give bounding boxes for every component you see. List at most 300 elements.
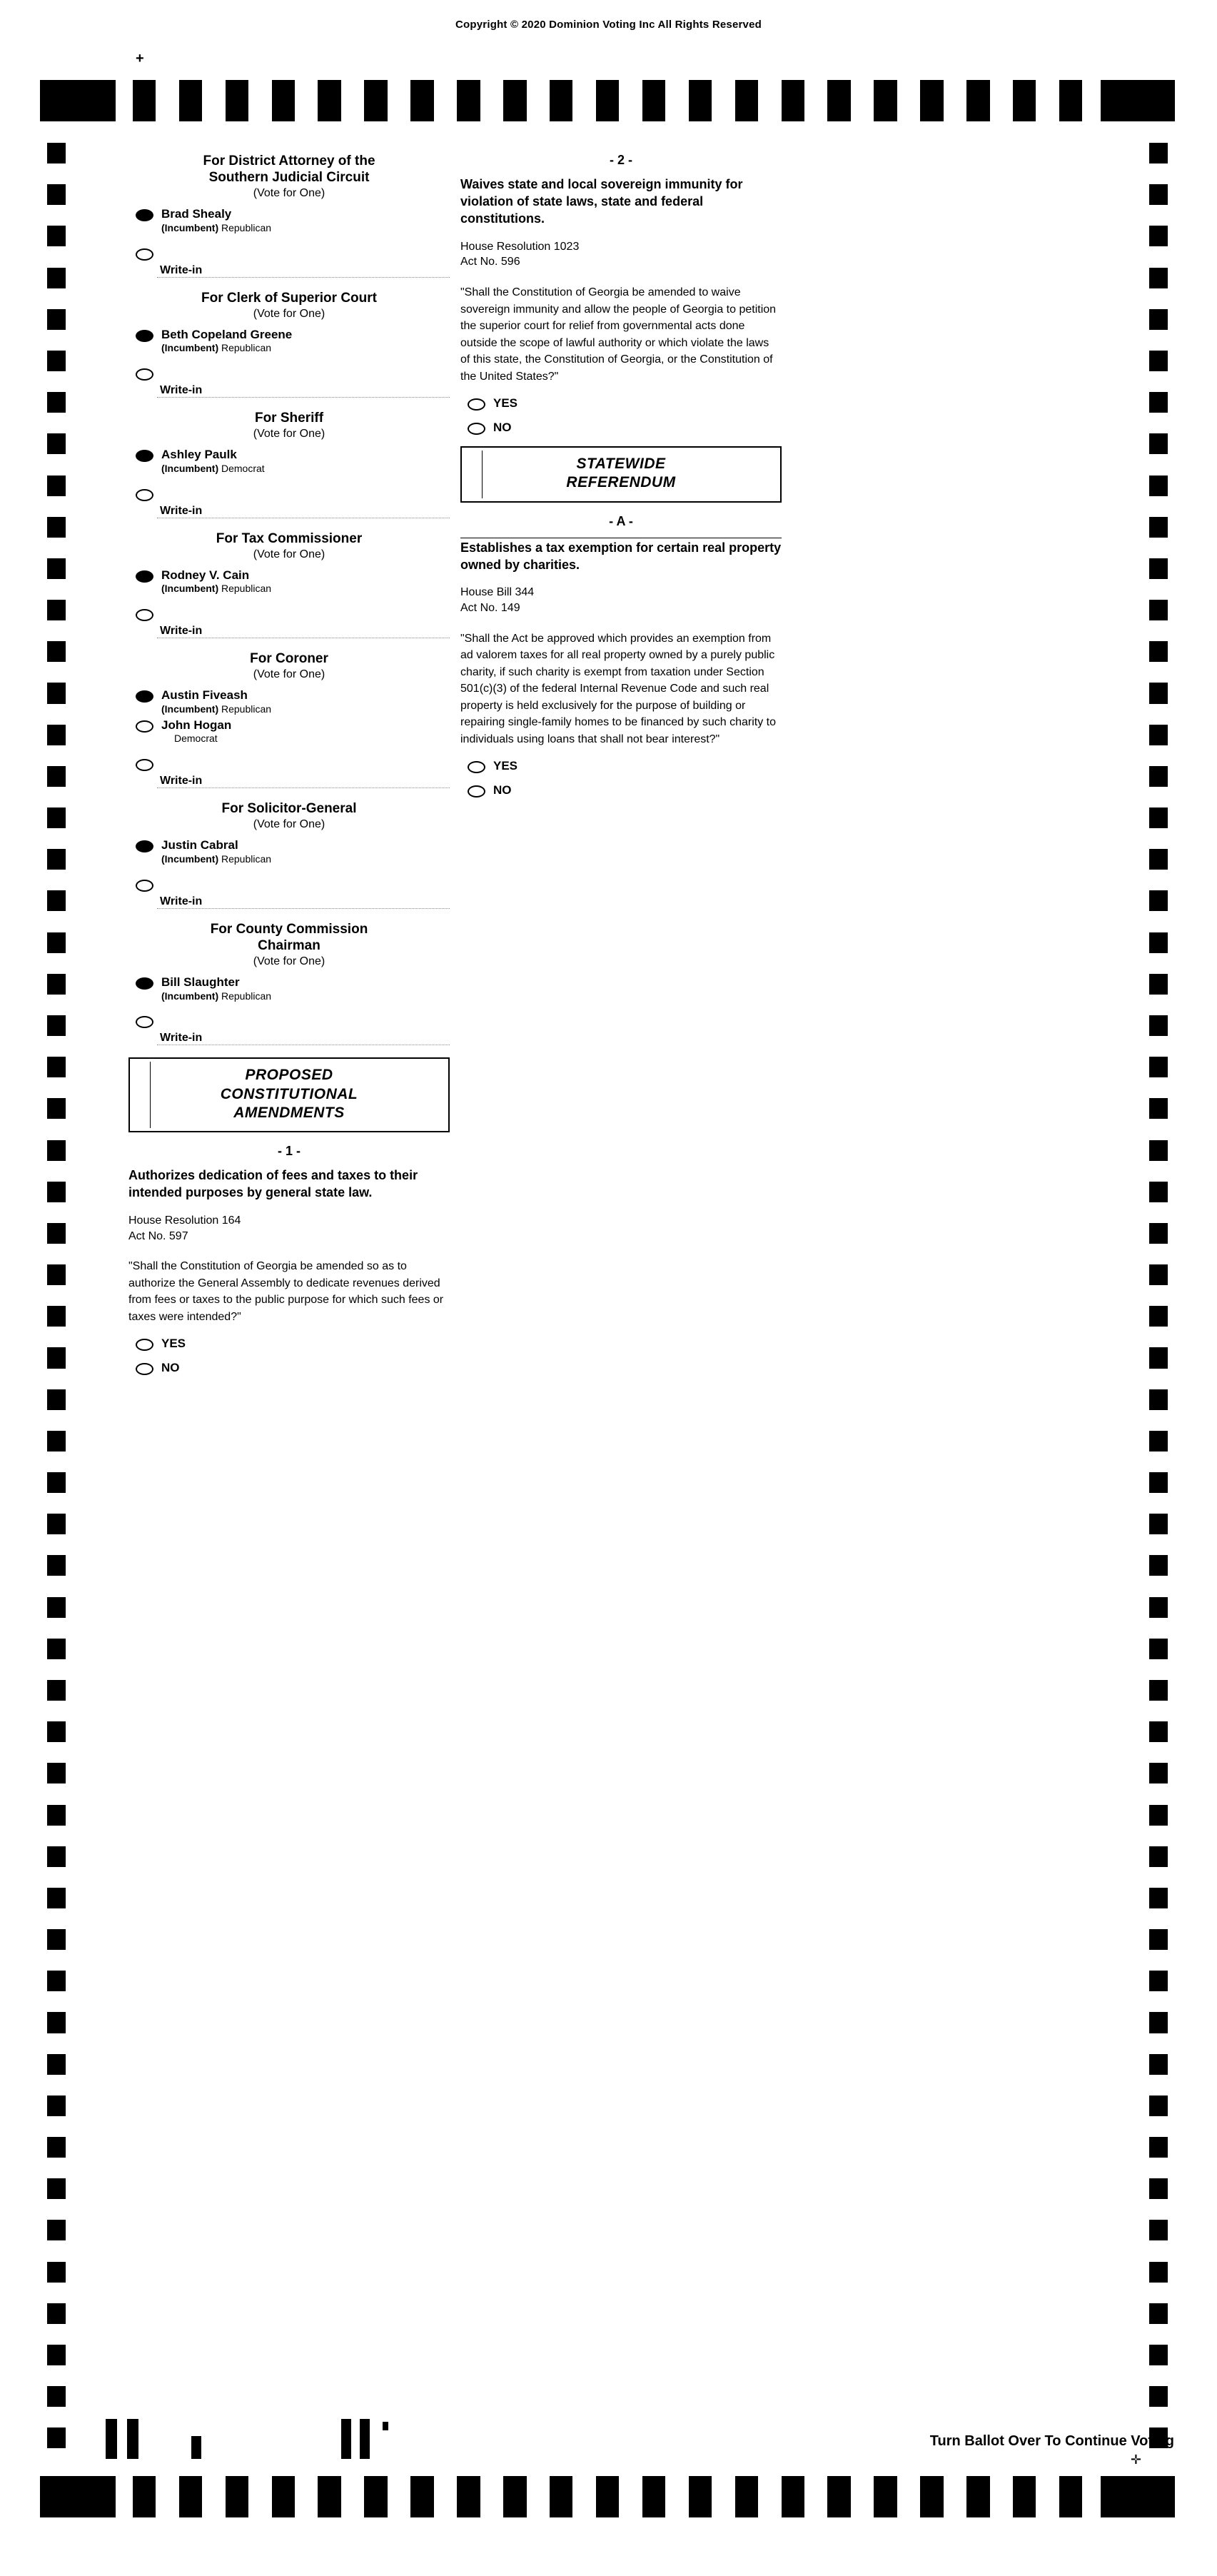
question-body: "Shall the Act be approved which provides an exemption from ad valorem taxes for all real property owned by a purely public charity, if such charity is exempt from taxation under Section 501(c)(3) of the federal Internal Revenue Code and such real property is held exclusively for the purpose of building or repairing single-family homes to be financed by such charity to individuals using loans that shall not bear interest?" (460, 632, 776, 745)
banner-line-3: AMENDMENTS (233, 1104, 345, 1121)
vote-oval[interactable] (136, 1363, 153, 1375)
proposed-constitutional-amendments-banner (128, 1057, 450, 1132)
timing-mark (47, 1223, 66, 1244)
timing-mark (47, 974, 66, 995)
timing-mark (1149, 1721, 1168, 1742)
candidate-option[interactable] (128, 975, 450, 1002)
timing-mark (47, 309, 66, 330)
timing-mark (665, 80, 688, 121)
timing-mark (1152, 80, 1175, 121)
timing-mark (133, 80, 156, 121)
timing-mark (434, 80, 457, 121)
incumbent-label: (Incumbent) (161, 462, 219, 474)
timing-mark (47, 1451, 66, 1472)
timing-mark (712, 2476, 734, 2517)
candidate-party (161, 990, 450, 1002)
timing-mark (1149, 1389, 1168, 1410)
timing-mark (1059, 80, 1082, 121)
timing-mark (689, 2476, 712, 2517)
write-in-option[interactable] (128, 368, 450, 397)
question-option-no[interactable] (128, 1361, 450, 1381)
timing-mark (966, 80, 989, 121)
timing-mark (47, 745, 66, 766)
vote-oval[interactable] (468, 398, 485, 411)
timing-mark (1082, 80, 1105, 121)
timing-mark (295, 80, 318, 121)
timing-mark (47, 849, 66, 870)
timing-mark (47, 683, 66, 703)
timing-mark (47, 1264, 66, 1285)
candidate-option[interactable] (128, 328, 450, 354)
timing-mark (1149, 1991, 1168, 2012)
timing-mark (1149, 2199, 1168, 2220)
timing-mark (272, 80, 295, 121)
timing-mark (1149, 2095, 1168, 2116)
timing-mark (47, 2075, 66, 2095)
timing-mark (1152, 2476, 1175, 2517)
turn-ballot-instruction: Turn Ballot Over To Continue Voting (929, 2433, 1174, 2449)
vote-oval[interactable] (136, 759, 153, 771)
timing-mark (1149, 1783, 1168, 1804)
timing-mark (1149, 1597, 1168, 1618)
timing-mark (47, 1867, 66, 1888)
timing-mark (47, 2386, 66, 2407)
timing-mark (1149, 1410, 1168, 1431)
timing-mark (1149, 558, 1168, 579)
candidate-option[interactable] (128, 718, 450, 745)
contest-title (128, 921, 450, 954)
timing-mark (1149, 2220, 1168, 2240)
timing-mark (1082, 2476, 1105, 2517)
question-reference-line1: House Resolution 1023 (460, 240, 580, 253)
timing-mark (874, 80, 897, 121)
contest-county-commission-chairman (128, 921, 450, 1045)
incumbent-label: (Incumbent) (161, 583, 219, 595)
timing-mark (1149, 2386, 1168, 2407)
contest-title: For Tax Commissioner (216, 530, 363, 546)
timing-mark (47, 1347, 66, 1368)
contest-title: For Clerk of Superior Court (201, 290, 377, 306)
vote-for-instruction: (Vote for One) (253, 955, 325, 967)
question-option-yes[interactable] (128, 1337, 450, 1357)
vote-for-instruction: (Vote for One) (253, 187, 325, 200)
timing-mark (1149, 1908, 1168, 1929)
timing-mark (1149, 1098, 1168, 1119)
timing-mark (665, 2476, 688, 2517)
timing-mark (47, 1618, 66, 1639)
timing-mark (341, 2476, 364, 2517)
timing-marks-top (40, 80, 1175, 121)
timing-mark (86, 80, 109, 121)
timing-mark (1149, 2075, 1168, 2095)
timing-mark (1149, 1971, 1168, 1991)
timing-mark (47, 2199, 66, 2220)
party-label: Republican (221, 852, 272, 865)
candidate-name: Beth Copeland Greene (161, 327, 293, 341)
timing-mark (1149, 600, 1168, 620)
timing-mark (47, 704, 66, 725)
timing-mark (1149, 1431, 1168, 1451)
question-body: "Shall the Constitution of Georgia be amended so as to authorize the General Assembly to dedicate revenues derived from fees or taxes to the public purpose for which such fees or taxes were intended?" (128, 1260, 444, 1323)
timing-mark (47, 870, 66, 890)
timing-mark (827, 80, 850, 121)
timing-mark (248, 80, 271, 121)
id-bar (360, 2419, 370, 2459)
timing-mark (827, 2476, 850, 2517)
timing-mark (1149, 641, 1168, 662)
timing-mark (1149, 620, 1168, 641)
vote-oval[interactable] (468, 423, 485, 435)
timing-mark (156, 80, 178, 121)
timing-mark (642, 2476, 665, 2517)
timing-mark (47, 1991, 66, 2012)
timing-mark (410, 2476, 433, 2517)
timing-mark (1149, 1618, 1168, 1639)
candidate-name: John Hogan (161, 718, 232, 732)
timing-mark (1149, 246, 1168, 267)
timing-mark (1149, 1534, 1168, 1555)
timing-mark (1149, 1929, 1168, 1950)
contest-coroner (128, 650, 450, 788)
question-number: - 1 - (277, 1144, 301, 1159)
timing-mark (550, 2476, 572, 2517)
timing-mark (47, 620, 66, 641)
incumbent-label: (Incumbent) (161, 990, 219, 1002)
vote-oval[interactable] (136, 1339, 153, 1351)
vote-oval[interactable] (136, 880, 153, 892)
timing-mark (47, 641, 66, 662)
contest-title-line1: For District Attorney of the (203, 154, 375, 168)
question-option-no[interactable] (460, 783, 782, 803)
timing-mark (47, 2095, 66, 2116)
timing-mark (47, 1888, 66, 1908)
candidate-party: Democrat (174, 733, 218, 745)
id-bar (383, 2422, 388, 2430)
write-in-option[interactable] (128, 1016, 450, 1045)
timing-mark (804, 80, 827, 121)
vote-oval[interactable] (136, 570, 153, 583)
timing-mark (47, 1119, 66, 1139)
timing-mark (47, 579, 66, 600)
timing-mark (1149, 2158, 1168, 2178)
timing-mark (226, 2476, 248, 2517)
timing-mark (47, 1306, 66, 1327)
timing-mark (47, 1721, 66, 1742)
vote-oval[interactable] (136, 609, 153, 621)
timing-mark (47, 2324, 66, 2345)
timing-mark (47, 2220, 66, 2240)
write-in-label: Write-in (160, 504, 203, 517)
timing-mark (1149, 2012, 1168, 2033)
timing-mark (1149, 1119, 1168, 1139)
timing-mark (1149, 1950, 1168, 1971)
vote-oval[interactable] (468, 761, 485, 773)
timing-mark (1149, 454, 1168, 475)
timing-mark (47, 932, 66, 953)
candidate-option[interactable] (128, 448, 450, 474)
timing-mark (47, 1077, 66, 1098)
incumbent-label: (Incumbent) (161, 703, 219, 715)
write-in-line[interactable] (157, 277, 450, 278)
timing-mark (804, 2476, 827, 2517)
yes-label: YES (493, 396, 518, 411)
timing-mark (47, 787, 66, 807)
timing-mark (47, 2283, 66, 2303)
vote-oval[interactable] (468, 785, 485, 798)
timing-mark (1128, 80, 1151, 121)
timing-mark (40, 80, 63, 121)
vote-oval[interactable] (136, 489, 153, 501)
timing-mark (527, 2476, 550, 2517)
timing-mark (1149, 1514, 1168, 1534)
candidate-option[interactable] (128, 568, 450, 595)
timing-mark (47, 205, 66, 226)
question-option-no[interactable] (460, 421, 782, 441)
vote-oval[interactable] (136, 840, 153, 852)
timing-mark (47, 330, 66, 351)
timing-mark (966, 2476, 989, 2517)
timing-mark (1149, 1347, 1168, 1368)
timing-mark (47, 476, 66, 496)
contest-sheriff (128, 410, 450, 518)
timing-mark (388, 80, 410, 121)
vote-oval[interactable] (136, 450, 153, 462)
timing-mark (47, 143, 66, 163)
timing-mark (1149, 268, 1168, 288)
timing-mark (1149, 704, 1168, 725)
timing-mark (47, 2012, 66, 2033)
timing-mark (1149, 974, 1168, 995)
timing-mark (550, 80, 572, 121)
timing-mark (642, 80, 665, 121)
contest-title: For Sheriff (254, 411, 324, 426)
vote-oval[interactable] (136, 248, 153, 261)
timing-mark (47, 1182, 66, 1202)
timing-mark (47, 2303, 66, 2324)
timing-mark (341, 80, 364, 121)
timing-mark (47, 1805, 66, 1826)
timing-mark (47, 226, 66, 246)
write-in-label: Write-in (160, 263, 203, 276)
write-in-line[interactable] (157, 397, 450, 398)
incumbent-label: (Incumbent) (161, 221, 219, 233)
timing-marks-right (1149, 143, 1168, 2449)
vote-oval[interactable] (136, 977, 153, 990)
question-reference-line2: Act No. 597 (128, 1229, 188, 1242)
timing-mark (47, 1576, 66, 1596)
timing-mark (1149, 1015, 1168, 1036)
timing-marks-left (47, 143, 66, 2449)
timing-mark (1149, 351, 1168, 371)
timing-mark (1149, 476, 1168, 496)
timing-mark (47, 1597, 66, 1618)
timing-mark (1149, 1742, 1168, 1763)
timing-mark (1149, 392, 1168, 413)
timing-mark (434, 2476, 457, 2517)
timing-mark (272, 2476, 295, 2517)
timing-mark (897, 2476, 920, 2517)
timing-mark (1149, 1285, 1168, 1306)
timing-mark (1149, 807, 1168, 828)
party-label: Republican (221, 583, 272, 595)
timing-mark (1106, 2476, 1128, 2517)
vote-oval[interactable] (136, 720, 153, 733)
yes-label: YES (493, 759, 518, 773)
timing-mark (1149, 517, 1168, 538)
write-in-label: Write-in (160, 1032, 203, 1045)
timing-mark (758, 80, 781, 121)
question-body: "Shall the Constitution of Georgia be amended to waive sovereign immunity and allow the people of Georgia to petition the superior court for relief from governmental acts done outside the scope of lawful authority or which violate the laws of this state, the Constitution of Georgia, or the Constitution of the United States?" (460, 286, 777, 383)
candidate-party (161, 342, 450, 354)
banner-line-1: PROPOSED (245, 1067, 333, 1084)
timing-mark (47, 2033, 66, 2054)
banner-line-1: STATEWIDE (576, 456, 666, 473)
question-reference (460, 585, 782, 615)
question-number: - 2 - (609, 153, 632, 167)
timing-mark (1059, 2476, 1082, 2517)
timing-mark (47, 1950, 66, 1971)
timing-mark (47, 1431, 66, 1451)
timing-mark (1149, 1327, 1168, 1347)
timing-mark (1149, 288, 1168, 309)
timing-mark (1149, 1805, 1168, 1826)
timing-mark (47, 433, 66, 454)
contest-title (128, 153, 450, 186)
timing-mark (364, 2476, 387, 2517)
ballot-column-right (460, 153, 782, 807)
timing-mark (735, 80, 758, 121)
timing-mark (1149, 1077, 1168, 1098)
vote-oval[interactable] (136, 1016, 153, 1028)
write-in-option[interactable] (128, 489, 450, 518)
timing-mark (1149, 1244, 1168, 1264)
contest-district-attorney (128, 153, 450, 277)
vote-oval[interactable] (136, 368, 153, 381)
timing-mark (47, 246, 66, 267)
timing-mark (1149, 1576, 1168, 1596)
write-in-option[interactable] (128, 880, 450, 908)
question-reference-line1: House Bill 344 (460, 586, 535, 599)
timing-mark (1149, 1639, 1168, 1659)
timing-mark (47, 1514, 66, 1534)
timing-mark (1149, 1202, 1168, 1223)
contest-title-line2: Southern Judicial Circuit (208, 170, 370, 186)
timing-mark (47, 1369, 66, 1389)
timing-mark (735, 2476, 758, 2517)
question-reference (460, 239, 782, 270)
no-label: NO (493, 421, 512, 435)
timing-mark (202, 80, 225, 121)
contest-solicitor-general (128, 800, 450, 908)
candidate-name: Brad Shealy (161, 207, 232, 221)
timing-mark (47, 1410, 66, 1431)
question-option-yes[interactable] (460, 396, 782, 416)
timing-mark (47, 2054, 66, 2075)
timing-mark (851, 2476, 874, 2517)
copyright-notice: Copyright © 2020 Dominion Voting Inc All Rights Reserved (455, 19, 762, 31)
timing-mark (480, 2476, 503, 2517)
timing-mark (457, 80, 480, 121)
timing-mark (480, 80, 503, 121)
registration-mark-icon: ✛ (1130, 2452, 1141, 2467)
write-in-option[interactable] (128, 248, 450, 277)
timing-mark (851, 80, 874, 121)
timing-mark (1149, 953, 1168, 974)
question-reference-line1: House Resolution 164 (128, 1214, 241, 1227)
timing-mark (689, 80, 712, 121)
timing-mark (1149, 662, 1168, 683)
timing-mark (47, 1389, 66, 1410)
timing-mark (990, 2476, 1013, 2517)
timing-mark (1149, 1659, 1168, 1680)
timing-mark (1149, 766, 1168, 787)
timing-mark (47, 1015, 66, 1036)
timing-mark (1149, 1182, 1168, 1202)
timing-mark (47, 1908, 66, 1929)
contest-title: For Solicitor-General (221, 801, 357, 817)
timing-mark (47, 1161, 66, 1182)
timing-mark (63, 2476, 86, 2517)
timing-mark (47, 558, 66, 579)
candidate-option[interactable] (128, 688, 450, 715)
timing-mark (1149, 787, 1168, 807)
write-in-line[interactable] (157, 908, 450, 909)
candidate-option[interactable] (128, 838, 450, 865)
timing-mark (1149, 1826, 1168, 1846)
timing-mark (1149, 538, 1168, 558)
timing-mark (1149, 2365, 1168, 2386)
timing-mark (47, 766, 66, 787)
timing-mark (1149, 433, 1168, 454)
question-option-yes[interactable] (460, 759, 782, 779)
timing-mark (758, 2476, 781, 2517)
id-bar (127, 2419, 138, 2459)
timing-mark (248, 2476, 271, 2517)
vote-for-instruction: (Vote for One) (253, 668, 325, 681)
timing-mark (1149, 2407, 1168, 2427)
id-bar (341, 2419, 351, 2459)
question-summary: Authorizes dedication of fees and taxes to their intended purposes by general state law. (128, 1168, 418, 1199)
timing-mark (47, 496, 66, 517)
vote-oval[interactable] (136, 209, 153, 221)
candidate-option[interactable] (128, 207, 450, 233)
timing-mark (47, 1098, 66, 1119)
timing-mark (1149, 745, 1168, 766)
timing-mark (1149, 1493, 1168, 1514)
no-label: NO (161, 1361, 180, 1375)
timing-mark (1149, 1451, 1168, 1472)
timing-mark (1149, 413, 1168, 433)
timing-mark (1149, 1867, 1168, 1888)
timing-mark (47, 1534, 66, 1555)
candidate-party (161, 703, 450, 715)
write-in-option[interactable] (128, 759, 450, 788)
timing-mark (47, 1472, 66, 1493)
contest-tax-commissioner (128, 530, 450, 638)
question-reference-line2: Act No. 149 (460, 602, 520, 615)
vote-oval[interactable] (136, 690, 153, 703)
timing-mark (47, 1285, 66, 1306)
vote-for-instruction: (Vote for One) (253, 428, 325, 441)
write-in-label: Write-in (160, 384, 203, 397)
timing-mark (596, 80, 619, 121)
timing-mark (47, 1327, 66, 1347)
vote-oval[interactable] (136, 330, 153, 342)
timing-mark (47, 2427, 66, 2448)
timing-mark (86, 2476, 109, 2517)
write-in-option[interactable] (128, 609, 450, 638)
timing-mark (1149, 2116, 1168, 2137)
